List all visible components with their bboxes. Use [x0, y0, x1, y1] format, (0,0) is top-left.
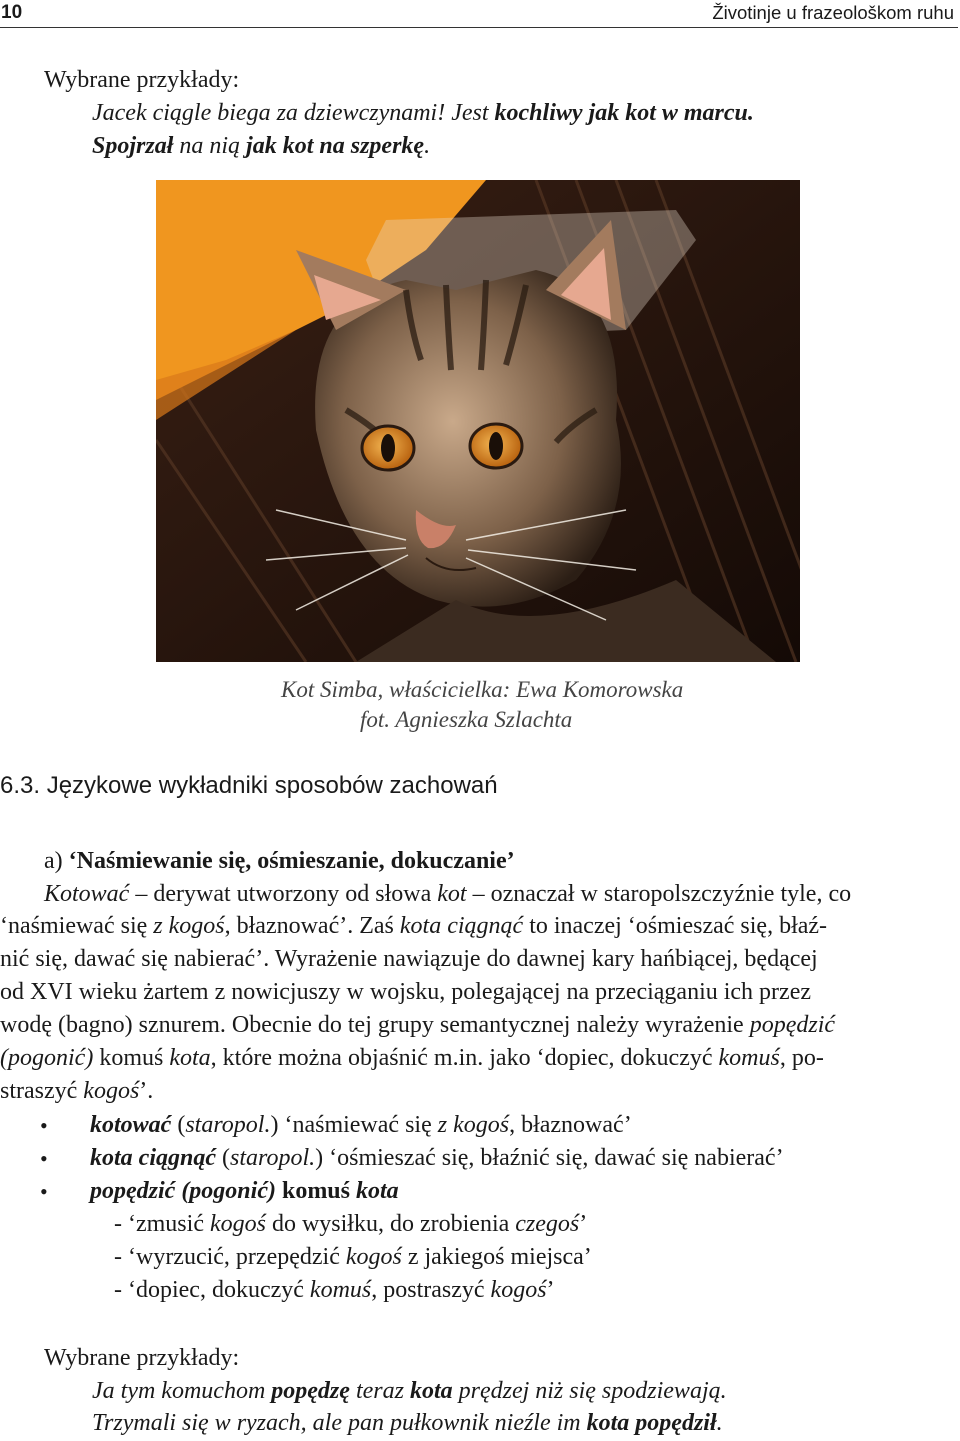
- text: – oznaczał w staropolszczyźnie tyle, co: [466, 881, 852, 907]
- example-idiom: kota: [409, 1378, 453, 1404]
- text: ’: [546, 1277, 555, 1303]
- bullet-icon: •: [40, 1179, 48, 1204]
- text: (: [216, 1145, 230, 1171]
- entry-head: komuś: [275, 1178, 356, 1204]
- example-text: teraz: [349, 1378, 410, 1404]
- entry-source: staropol.: [185, 1112, 271, 1138]
- entry-gloss: ‘naśmiewać się: [284, 1112, 438, 1138]
- term: komuś: [309, 1277, 372, 1303]
- example-idiom: jak kot na szperkę: [246, 133, 425, 159]
- example-line: [92, 130, 430, 162]
- text: - ‘dopiec, dokuczyć: [114, 1277, 310, 1303]
- page-number: 10: [1, 2, 23, 23]
- examples-label: Wybrane przykłady:: [44, 67, 240, 93]
- text: do wysiłku, do zrobienia: [265, 1211, 516, 1237]
- book-title: Životinje u frazeološkom ruhu: [712, 2, 954, 23]
- cat-photo: [156, 180, 800, 662]
- example-text: na nią: [173, 133, 247, 159]
- example-idiom: popędzę: [271, 1378, 350, 1404]
- example-text: Jacek ciągle biega za dziewczynami! Jest: [92, 100, 495, 126]
- entry-head: kota ciągnąć: [90, 1145, 216, 1171]
- running-head: [0, 0, 958, 28]
- text: z jakiegoś miejsca’: [401, 1244, 592, 1270]
- text: , które można objaśnić m.in. jako ‘dopiec, dokuczyć: [210, 1045, 719, 1071]
- text: , po-: [779, 1045, 824, 1071]
- sense-line: [114, 1241, 592, 1273]
- entry: [90, 1175, 399, 1207]
- entry: [90, 1142, 784, 1174]
- text: , postraszyć: [371, 1277, 491, 1303]
- example-idiom: Spojrzał: [92, 133, 174, 159]
- subsection-title: [44, 845, 515, 877]
- text: – derywat utworzony od słowa: [129, 881, 438, 907]
- entry-source: staropol.: [230, 1145, 316, 1171]
- term: z kogoś: [437, 1112, 510, 1138]
- term: kogoś: [209, 1211, 266, 1237]
- entry-gloss: ‘ośmieszać się, błaźnić się, dawać się nabierać’: [329, 1145, 784, 1171]
- term: popędzić: [749, 1012, 836, 1038]
- term: kogoś: [490, 1277, 547, 1303]
- paragraph-line: [0, 910, 956, 942]
- entry-head: kota: [356, 1178, 399, 1204]
- text: - ‘wyrzucić, przepędzić: [114, 1244, 346, 1270]
- term: kogoś: [345, 1244, 402, 1270]
- example-line: [92, 1407, 723, 1439]
- example-idiom: kochliwy jak kot w marcu.: [494, 100, 754, 126]
- term: kot: [437, 881, 467, 907]
- term: czegoś: [515, 1211, 580, 1237]
- text: ’.: [139, 1078, 154, 1104]
- text: ): [270, 1112, 285, 1138]
- sense-line: [114, 1274, 555, 1306]
- text: komuś: [93, 1045, 170, 1071]
- text: to inaczej ‘ośmieszać się, błaź-: [523, 913, 828, 939]
- term: z kogoś: [153, 913, 225, 939]
- photo-caption: Kot Simba, właścicielka: Ewa Komorowska: [281, 677, 684, 702]
- example-text: Ja tym komuchom: [92, 1378, 272, 1404]
- text: (: [171, 1112, 186, 1138]
- term: kogoś: [83, 1078, 140, 1104]
- text: - ‘zmusić: [114, 1211, 210, 1237]
- text: ’: [579, 1211, 588, 1237]
- paragraph-line: [0, 1042, 956, 1074]
- text: ‘naśmiewać się: [0, 913, 154, 939]
- term: (pogonić): [0, 1045, 94, 1071]
- text: straszyć: [0, 1078, 84, 1104]
- section-heading: 6.3. Językowe wykładniki sposobów zachowań: [0, 772, 498, 799]
- text: , błaznować’. Zaś: [224, 913, 400, 939]
- photo-credit: fot. Agnieszka Szlachta: [360, 707, 573, 732]
- example-text: .: [424, 133, 431, 159]
- example-text: prędzej niż się spodziewają.: [452, 1378, 727, 1404]
- example-line: [92, 97, 754, 129]
- text: wodę (bagno) sznurem. Obecnie do tej grupy semantycznej należy wyrażenie: [0, 1012, 750, 1038]
- example-text: .: [716, 1410, 723, 1436]
- bullet-icon: •: [40, 1146, 48, 1171]
- entry: [90, 1109, 632, 1141]
- example-idiom: kota popędził: [586, 1410, 717, 1436]
- paragraph-line: [0, 1009, 956, 1041]
- term: kota: [169, 1045, 211, 1071]
- example-line: [92, 1375, 727, 1407]
- paragraph-line: [0, 1075, 153, 1107]
- subsection-marker: a): [44, 848, 69, 874]
- examples-label: Wybrane przykłady:: [44, 1345, 240, 1371]
- paragraph-line: [44, 878, 956, 910]
- example-text: Trzymali się w ryzach, ale pan pułkownik nieźle im: [92, 1410, 587, 1436]
- text: ): [315, 1145, 330, 1171]
- entry-head: popędzić (pogonić): [90, 1178, 276, 1204]
- subsection-heading: ‘Naśmiewanie się, ośmieszanie, dokuczanie’: [68, 848, 515, 874]
- term: kota ciągnąć: [399, 913, 524, 939]
- term: Kotować: [44, 881, 130, 907]
- entry-head: kotować: [90, 1112, 172, 1138]
- term: komuś: [718, 1045, 780, 1071]
- sense-line: [114, 1208, 587, 1240]
- bullet-icon: •: [40, 1113, 48, 1138]
- entry-gloss: , błaznować’: [509, 1112, 632, 1138]
- paragraph-line: od XVI wieku żartem z nowicjuszy w wojsku, polegającej na przeciąganiu ich przez: [0, 979, 812, 1005]
- paragraph-line: nić się, dawać się nabierać’. Wyrażenie nawiązuje do dawnej kary hańbiącej, będącej: [0, 946, 818, 972]
